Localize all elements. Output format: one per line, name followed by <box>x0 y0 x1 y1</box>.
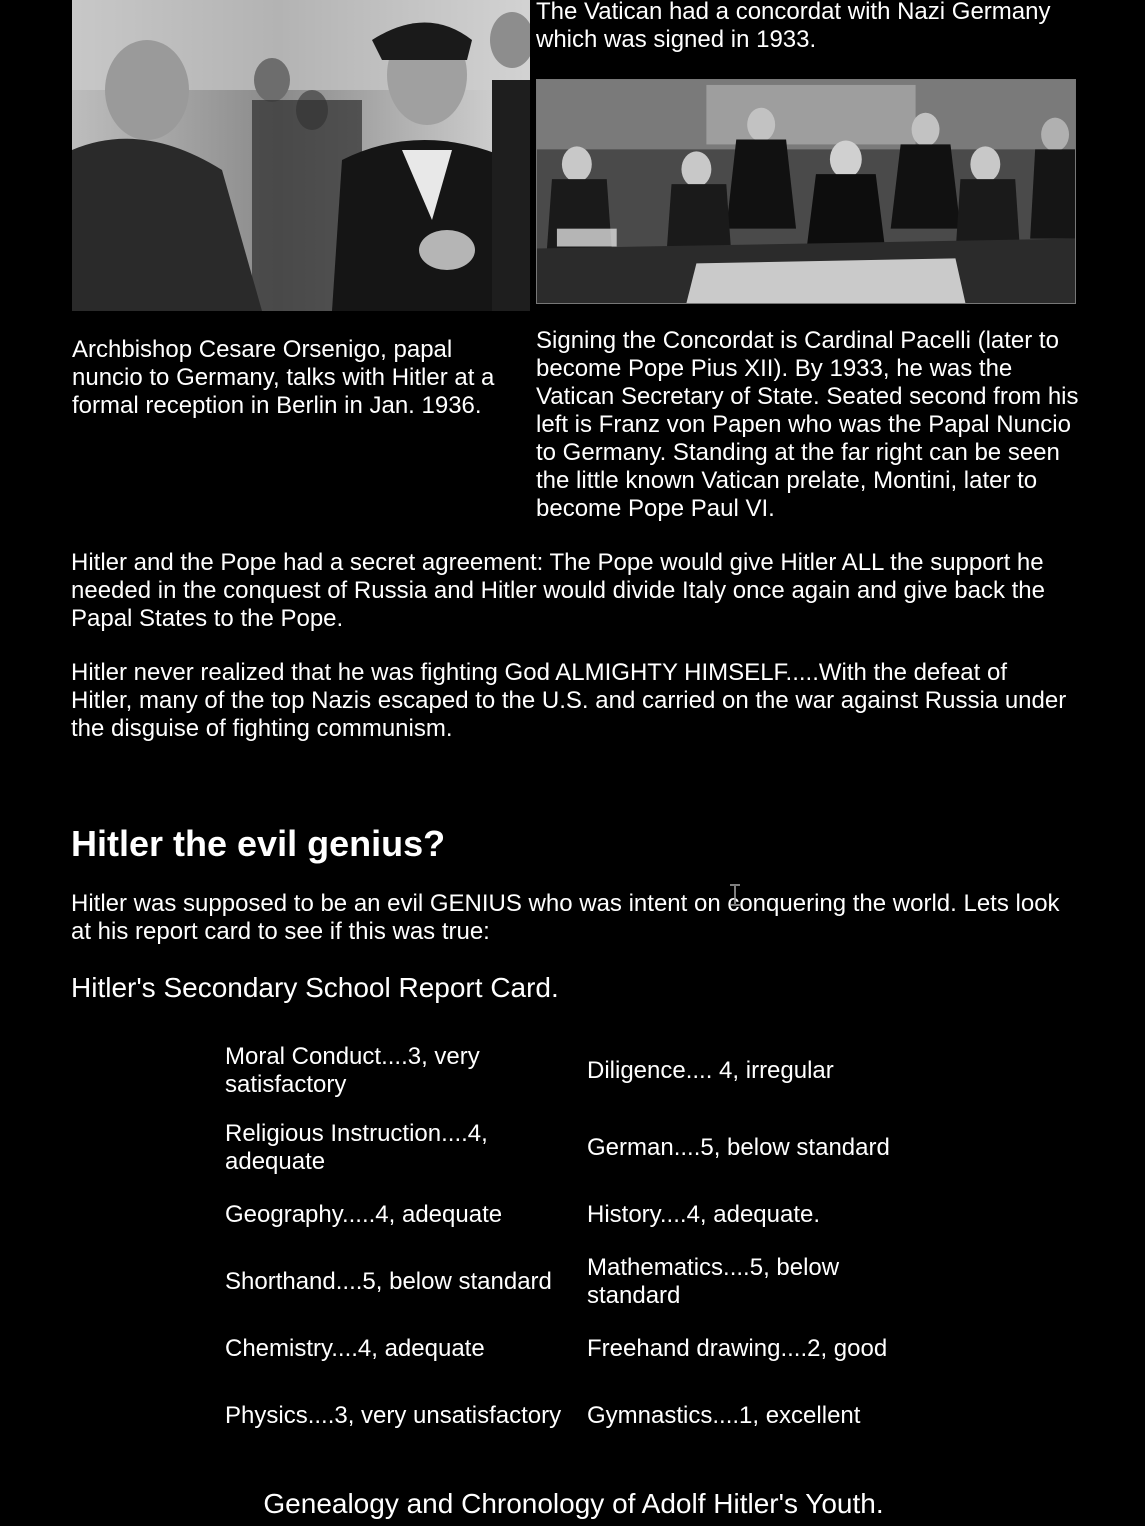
report-cell: Geography.....4, adequate <box>225 1201 503 1228</box>
photo-orsenigo-hitler <box>72 0 530 311</box>
genealogy-link-label: Genealogy and Chronology of Adolf Hitler's Youth. <box>263 1488 884 1519</box>
report-cell: German....5, below standard <box>587 1134 890 1161</box>
report-cell: Religious Instruction....4, adequate <box>225 1120 488 1175</box>
report-cell: Gymnastics....1, excellent <box>587 1402 861 1429</box>
caption-orsenigo: Archbishop Cesare Orsenigo, papal nuncio to Germany, talks with Hitler at a formal reception in Berlin in Jan. 1936. <box>72 336 495 419</box>
report-cell: Diligence.... 4, irregular <box>587 1057 834 1084</box>
report-cell: Shorthand....5, below standard <box>225 1268 552 1295</box>
text-cursor-icon <box>728 884 742 906</box>
report-card-table <box>225 1040 925 1444</box>
report-cell: Mathematics....5, below standard <box>587 1254 840 1309</box>
caption-concordat: Signing the Concordat is Cardinal Pacelli (later to become Pope Pius XII). By 1933, he was the Vatican Secretary of State. Seated second from his left is Franz von Papen who was the Papal Nuncio to Germany. Standing at the far right can be seen the little known Vatican prelate, Montini, later to become Pope Paul VI. <box>536 327 1079 522</box>
report-card-title: Hitler's Secondary School Report Card. <box>71 972 559 1003</box>
report-row <box>225 1201 925 1229</box>
section-heading: Hitler the evil genius? <box>71 823 446 864</box>
report-row <box>225 1254 925 1310</box>
paragraph-secret-agreement: Hitler and the Pope had a secret agreement: The Pope would give Hitler ALL the support he needed in the conquest of Russia and Hitler would divide Italy once again and give back the Papal States to the Pope. <box>71 549 1045 632</box>
report-row <box>225 1040 925 1102</box>
report-cell: Moral Conduct....3, very satisfactory <box>225 1043 480 1098</box>
report-cell: Physics....3, very unsatisfactory <box>225 1402 562 1429</box>
genealogy-link[interactable] <box>0 1488 1145 1520</box>
report-row <box>225 1388 925 1444</box>
report-cell: Chemistry....4, adequate <box>225 1335 485 1362</box>
report-row <box>225 1121 925 1175</box>
report-cell: History....4, adequate. <box>587 1201 821 1228</box>
paragraph-evil-genius: Hitler was supposed to be an evil GENIUS who was intent on conquering the world. Lets look at his report card to see if this was true: <box>71 890 1060 945</box>
intro-text: The Vatican had a concordat with Nazi Germany which was signed in 1933. <box>536 0 1051 53</box>
photo-concordat-signing <box>536 79 1076 304</box>
paragraph-never-realized: Hitler never realized that he was fighting God ALMIGHTY HIMSELF.....With the defeat of Hitler, many of the top Nazis escaped to the U.S. and carried on the war against Russia under the disguise of fighting communism. <box>71 659 1067 742</box>
report-cell: Freehand drawing....2, good <box>587 1335 888 1362</box>
report-row <box>225 1335 925 1363</box>
